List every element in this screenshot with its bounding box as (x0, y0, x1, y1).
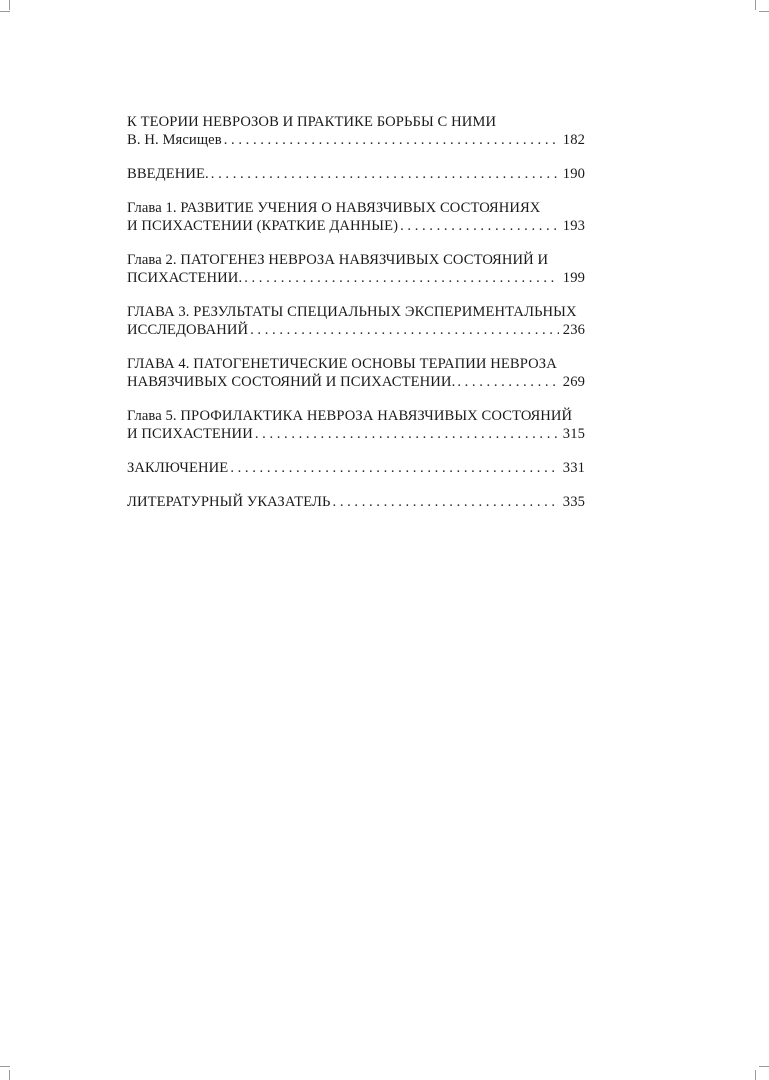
dot-leader (255, 425, 559, 443)
toc-entry-last-line (127, 459, 585, 477)
toc-entry-title: ГЛАВА 4. ПАТОГЕНЕТИЧЕСКИЕ ОСНОВЫ ТЕРАПИИ НЕВРОЗА (127, 356, 557, 372)
crop-mark-bottom-left-h (0, 1066, 10, 1067)
toc-entry-text: ЗАКЛЮЧЕНИЕ (127, 460, 229, 476)
toc-page-number: 182 (562, 132, 585, 148)
toc-page-number: 269 (562, 374, 585, 390)
toc-page-number: 236 (562, 322, 585, 338)
toc-entry-chapter-4[interactable] (127, 355, 585, 391)
toc-entry-chapter-3[interactable] (127, 303, 585, 339)
crop-mark-top-right (755, 0, 756, 10)
toc-page-number: 335 (562, 494, 585, 510)
toc-page-number: 331 (562, 460, 585, 476)
toc-entry-introduction[interactable] (127, 165, 585, 183)
toc-entry-last-line (127, 217, 585, 235)
dot-leader (244, 269, 559, 287)
toc-entry-title: Глава 5. ПРОФИЛАКТИКА НЕВРОЗА НАВЯЗЧИВЫХ СОСТОЯНИЙ (127, 408, 573, 424)
toc-entry-chapter-2[interactable] (127, 251, 585, 287)
toc-entry-conclusion[interactable] (127, 459, 585, 477)
toc-page-number: 199 (562, 270, 585, 286)
dot-leader (250, 321, 559, 339)
toc-entry-last-line (127, 493, 585, 511)
toc-entry-text: И ПСИХАСТЕНИИ (127, 426, 253, 442)
crop-mark-top-left (9, 0, 10, 10)
crop-mark-bottom-left (9, 1070, 10, 1080)
toc-entry-title: Глава 1. РАЗВИТИЕ УЧЕНИЯ О НАВЯЗЧИВЫХ СОСТОЯНИЯХ (127, 200, 541, 216)
toc-entry-text: НАВЯЗЧИВЫХ СОСТОЯНИЙ И ПСИХАСТЕНИИ. (127, 374, 456, 390)
dot-leader (457, 373, 558, 391)
crop-mark-top-right-h (759, 11, 769, 12)
toc-entry-text: ЛИТЕРАТУРНЫЙ УКАЗАТЕЛЬ (127, 494, 331, 510)
toc-entry-title: Глава 2. ПАТОГЕНЕЗ НЕВРОЗА НАВЯЗЧИВЫХ СОСТОЯНИЙ И (127, 252, 549, 268)
dot-leader (333, 493, 559, 511)
toc-entry-chapter-5[interactable] (127, 407, 585, 443)
toc-entry-last-line (127, 321, 585, 339)
crop-mark-bottom-right (755, 1070, 756, 1080)
dot-leader (230, 459, 558, 477)
dot-leader (400, 217, 559, 235)
toc-entry-last-line (127, 131, 585, 149)
dot-leader (224, 131, 559, 149)
dot-leader (211, 165, 559, 183)
toc-page-number: 193 (562, 218, 585, 234)
toc-entry-text: И ПСИХАСТЕНИИ (КРАТКИЕ ДАННЫЕ) (127, 218, 399, 234)
toc-page-number: 190 (562, 166, 585, 182)
crop-mark-top-left-h (0, 11, 10, 12)
toc-entry-text: ВВЕДЕНИЕ. (127, 166, 209, 182)
toc-entry-text: ИССЛЕДОВАНИЙ (127, 322, 249, 338)
toc-entry-references[interactable] (127, 493, 585, 511)
toc-entry-title: ГЛАВА 3. РЕЗУЛЬТАТЫ СПЕЦИАЛЬНЫХ ЭКСПЕРИМЕНТАЛЬНЫХ (127, 304, 577, 320)
toc-entry-last-line (127, 425, 585, 443)
toc-entry-myasishchev[interactable] (127, 113, 585, 149)
toc-entry-last-line (127, 165, 585, 183)
toc-entry-chapter-1[interactable] (127, 199, 585, 235)
toc-entry-last-line (127, 373, 585, 391)
toc-page-number: 315 (562, 426, 585, 442)
crop-mark-bottom-right-h (759, 1066, 769, 1067)
table-of-contents (127, 113, 585, 527)
toc-entry-last-line (127, 269, 585, 287)
toc-entry-text: ПСИХАСТЕНИИ. (127, 270, 243, 286)
toc-entry-title: К ТЕОРИИ НЕВРОЗОВ И ПРАКТИКЕ БОРЬБЫ С НИМИ (127, 114, 497, 130)
toc-entry-text: В. Н. Мясищев (127, 132, 222, 148)
